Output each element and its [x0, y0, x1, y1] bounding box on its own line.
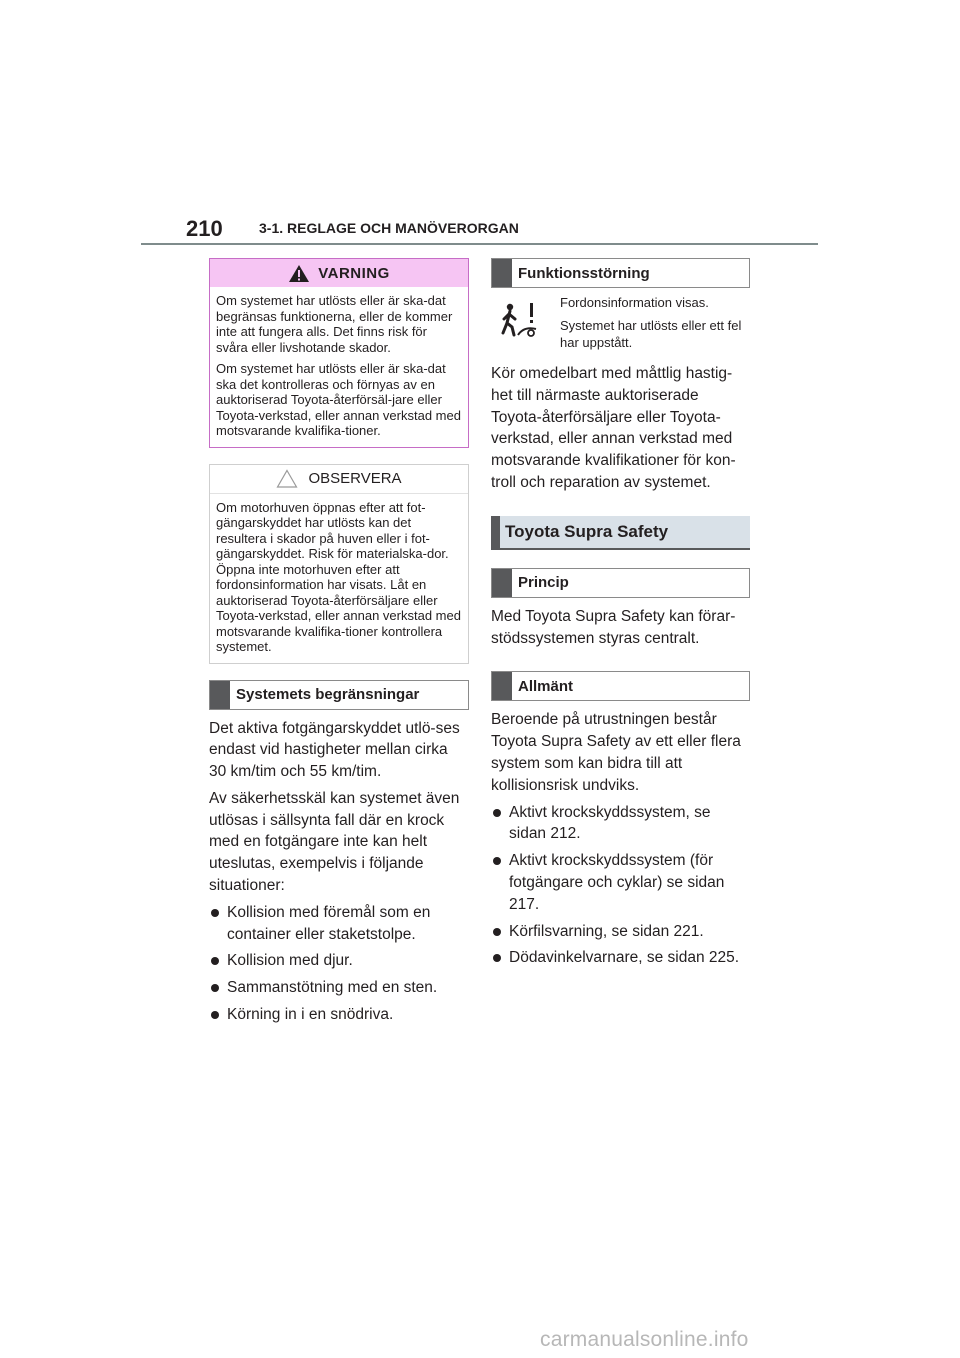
pedestrian-warning-icon [491, 294, 546, 346]
indicator-line: Systemet har utlösts eller ett fel har uppstått. [560, 318, 742, 350]
section-title: Toyota Supra Safety [505, 521, 669, 541]
list-item: Kollision med föremål som en container eller staketstolpe. [209, 902, 469, 946]
right-column [491, 258, 750, 974]
list-item: Aktivt krockskyddssystem, se sidan 212. [491, 802, 750, 846]
watermark: carmanualsonline.info [540, 1328, 749, 1351]
malfunction-indicator-text [560, 294, 748, 357]
list-item: Aktivt krockskyddssystem (för fotgängare och cyklar) se sidan 217. [491, 850, 750, 915]
section-title: Systemets begränsningar [236, 686, 420, 703]
warning-triangle-icon [288, 264, 310, 283]
left-column [209, 258, 469, 1031]
list-item: Dödavinkelvarnare, se sidan 225. [491, 947, 750, 969]
section-heading-general [491, 671, 750, 701]
general-bullet-list [491, 802, 750, 970]
warning-body [210, 287, 468, 447]
malfunction-indicator-row [491, 294, 750, 357]
notice-box [209, 464, 469, 664]
principle-text [491, 606, 750, 650]
notice-title: OBSERVERA [308, 470, 402, 487]
section-bar [492, 259, 512, 287]
notice-header [210, 465, 468, 494]
header-rule [141, 243, 818, 245]
list-item: Körning in i en snödriva. [209, 1004, 469, 1026]
notice-text: Om motorhuven öppnas efter att fot-gängarskyddet har utlösts kan det resultera i skador på huven eller i fot-gängarskyddet. Risk för materialska-dor. Öppna inte motorhuven efter att fordonsinformation har visats. Låt en auktoriserad Toyota-återförsäljare eller Toyota-verkstad, eller annan verkstad med motsvarande kvalifika-tioner kontrollera systemet. [216, 499, 461, 654]
section-heading-principle [491, 568, 750, 598]
warning-title: VARNING [318, 264, 390, 282]
paragraph: Av säkerhetsskäl kan systemet även utlösas i sällsynta fall där en krock med en fotgängare inte kan helt uteslutas, exempelvis i följande situationer: [209, 789, 460, 895]
page-number: 210 [186, 216, 223, 241]
section-bar [210, 681, 230, 709]
section-heading-safety [491, 516, 750, 550]
paragraph: Med Toyota Supra Safety kan förar-stödssystemen styras centralt. [491, 607, 736, 647]
warning-box [209, 258, 469, 448]
list-item: Sammanstötning med en sten. [209, 977, 469, 999]
paragraph: Beroende på utrustningen består Toyota Supra Safety av ett eller flera system som kan bidra till att kollisionsrisk undviks. [491, 711, 741, 794]
list-item: Körfilsvarning, se sidan 221. [491, 921, 750, 943]
list-item: Kollision med djur. [209, 950, 469, 972]
malfunction-text [491, 363, 750, 494]
section-title: Funktionsstörning [518, 264, 650, 282]
warning-header [210, 259, 468, 287]
section-bar [491, 516, 500, 548]
caution-triangle-icon [276, 469, 298, 488]
paragraph: Kör omedelbart med måttlig hastig-het till närmaste auktoriserade Toyota-återförsäljare eller Toyota-verkstad, eller annan verkstad med motsvarande kvalifikationer för kon-troll och reparation av systemet. [491, 365, 736, 491]
limits-bullet-list [209, 902, 469, 1026]
limits-text [209, 718, 469, 897]
section-bar [492, 569, 512, 597]
general-text [491, 709, 750, 796]
section-bar [492, 672, 512, 700]
indicator-line: Fordonsinformation visas. [560, 295, 709, 310]
section-title: Princip [518, 574, 569, 592]
warning-paragraph: Om systemet har utlösts eller är ska-dat ska det kontrolleras och förnyas av en auktoriserad Toyota-återförsäl-jare eller Toyota-verkstad, eller annan verkstad med motsvarande kvalifika-tioner. [216, 361, 461, 438]
chapter-title: 3-1. REGLAGE OCH MANÖVERORGAN [259, 220, 519, 236]
section-title: Allmänt [518, 677, 574, 695]
section-heading-malfunction [491, 258, 750, 288]
notice-body [210, 494, 468, 663]
paragraph: Det aktiva fotgängarskyddet utlö-ses endast vid hastigheter mellan cirka 30 km/tim och 55 km/tim. [209, 719, 460, 781]
section-heading-limits [209, 680, 469, 710]
warning-paragraph: Om systemet har utlösts eller är ska-dat begränsas funktionerna, eller de kommer inte att fungera alls. Det finns risk för svåra eller livshotande skador. [216, 293, 453, 355]
